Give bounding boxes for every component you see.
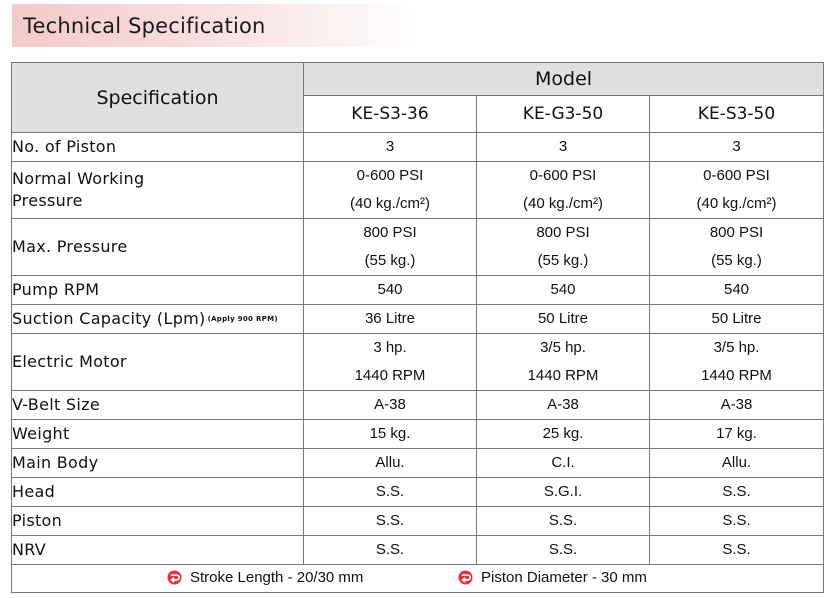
table-cell	[304, 334, 477, 391]
row-label: Weight	[12, 420, 304, 449]
footer-note	[167, 569, 363, 586]
table-cell: S.S.	[304, 536, 477, 565]
table-cell: 540	[477, 276, 650, 305]
row-label-text: Suction Capacity (Lpm)	[12, 308, 206, 328]
footer-note-text: Stroke Length - 20/30 mm	[190, 569, 364, 586]
page-title: Technical Specification	[23, 14, 266, 38]
table-cell	[477, 334, 650, 391]
table-row	[12, 507, 824, 536]
footer-note	[458, 569, 647, 586]
model-column-header: KE-G3-50	[477, 96, 650, 133]
row-label: V-Belt Size	[12, 391, 304, 420]
cell-line: 1440 RPM	[701, 367, 772, 384]
row-label: Head	[12, 478, 304, 507]
table-row	[12, 219, 824, 276]
table-cell: A-38	[304, 391, 477, 420]
table-cell	[650, 334, 824, 391]
row-label: Electric Motor	[12, 334, 304, 391]
footer-row	[12, 565, 824, 593]
arrow-u-turn-icon	[167, 570, 182, 585]
table-cell: 15 kg.	[304, 420, 477, 449]
table-cell: 17 kg.	[650, 420, 824, 449]
table-row	[12, 162, 824, 219]
table-cell: 36 Litre	[304, 305, 477, 334]
cell-line: 3 hp.	[373, 339, 407, 356]
section-title-bar	[12, 4, 424, 47]
cell-line: (55 kg.)	[711, 252, 762, 269]
table-cell: S.S.	[477, 536, 650, 565]
footer-note-text: Piston Diameter - 30 mm	[481, 569, 647, 586]
cell-line: (40 kg./cm²)	[696, 195, 777, 212]
table-cell	[304, 162, 477, 219]
table-row	[12, 536, 824, 565]
table-cell: 50 Litre	[477, 305, 650, 334]
arrow-u-turn-icon	[458, 570, 473, 585]
table-row	[12, 133, 824, 162]
row-label	[12, 305, 304, 334]
table-cell: S.S.	[650, 536, 824, 565]
row-label-line: Pressure	[12, 191, 83, 210]
table-cell: 25 kg.	[477, 420, 650, 449]
table-cell	[477, 162, 650, 219]
table-row	[12, 478, 824, 507]
table-row	[12, 334, 824, 391]
table-row	[12, 391, 824, 420]
specification-header: Specification	[12, 63, 304, 133]
table-cell: 540	[304, 276, 477, 305]
cell-line: 1440 RPM	[354, 367, 426, 384]
footer-cell	[12, 565, 824, 593]
table-cell: A-38	[650, 391, 824, 420]
row-label: Max. Pressure	[12, 219, 304, 276]
table-cell: Allu.	[650, 449, 824, 478]
table-cell	[650, 162, 824, 219]
specification-table	[11, 62, 824, 593]
row-label: No. of Piston	[12, 133, 304, 162]
cell-line: (55 kg.)	[537, 252, 589, 269]
cell-line: 0-600 PSI	[529, 167, 597, 184]
table-row	[12, 420, 824, 449]
cell-line: 0-600 PSI	[703, 167, 770, 184]
cell-line: 0-600 PSI	[356, 167, 424, 184]
table-cell	[477, 219, 650, 276]
model-column-header: KE-S3-36	[304, 96, 477, 133]
table-cell: 3	[650, 133, 824, 162]
row-label: NRV	[12, 536, 304, 565]
cell-line: (55 kg.)	[364, 252, 416, 269]
cell-line: 800 PSI	[709, 224, 764, 241]
cell-line: 800 PSI	[536, 224, 590, 241]
table-row	[12, 305, 824, 334]
table-cell: S.S.	[650, 507, 824, 536]
cell-line: 1440 RPM	[527, 367, 599, 384]
table-cell	[304, 219, 477, 276]
cell-line: (40 kg./cm²)	[522, 195, 603, 212]
table-cell: 50 Litre	[650, 305, 824, 334]
cell-line: 800 PSI	[363, 224, 417, 241]
table-cell: S.S.	[304, 478, 477, 507]
table-row	[12, 449, 824, 478]
row-label-note: (Apply 900 RPM)	[207, 315, 278, 324]
row-label: Main Body	[12, 449, 304, 478]
cell-line: 3/5 hp.	[540, 339, 586, 356]
table-cell: 3	[304, 133, 477, 162]
table-cell: 540	[650, 276, 824, 305]
cell-line: 3/5 hp.	[713, 339, 760, 356]
row-label: Pump RPM	[12, 276, 304, 305]
table-cell	[650, 219, 824, 276]
table-cell: S.S.	[650, 478, 824, 507]
table-cell: Allu.	[304, 449, 477, 478]
table-cell: S.S.	[304, 507, 477, 536]
table-cell: A-38	[477, 391, 650, 420]
row-label-line: Normal Working	[12, 169, 145, 188]
model-header: Model	[304, 63, 824, 96]
table-cell: C.I.	[477, 449, 650, 478]
row-label: Piston	[12, 507, 304, 536]
cell-line: (40 kg./cm²)	[349, 195, 430, 212]
table-cell: 3	[477, 133, 650, 162]
model-column-header: KE-S3-50	[650, 96, 824, 133]
table-cell: S.G.I.	[477, 478, 650, 507]
table-row	[12, 276, 824, 305]
row-label	[12, 162, 304, 219]
table-cell: S.S.	[477, 507, 650, 536]
